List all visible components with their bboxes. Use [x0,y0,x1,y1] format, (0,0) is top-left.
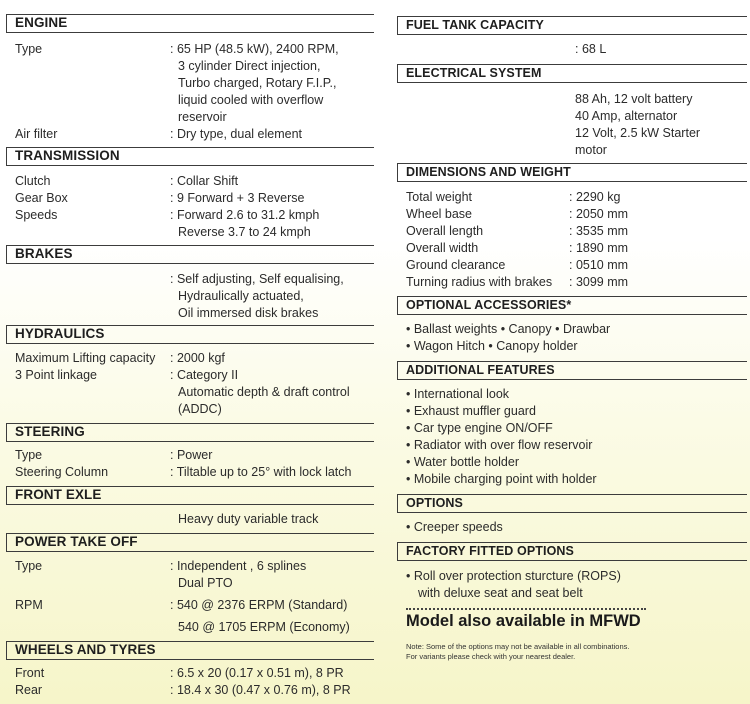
factory-option-line-1: • Roll over protection sturcture (ROPS) [406,569,621,583]
footnote-line-2: For variants please check with your nearest dealer. [406,652,576,661]
optional-accessories-header: OPTIONAL ACCESSORIES* [397,296,747,315]
electrical-line-4: motor [575,143,607,157]
gearbox-value: : 9 Forward + 3 Reverse [170,191,305,205]
brakes-line-1: : Self adjusting, Self equalising, [170,272,344,286]
steering-header: STEERING [6,423,374,442]
gearbox-label: Gear Box [15,191,68,205]
factory-options-header: FACTORY FITTED OPTIONS [397,542,747,561]
footnote-line-1: Note: Some of the options may not be available in all combinations. [406,642,630,651]
feature-item: • Radiator with over flow reservoir [406,438,593,452]
dim-label-overall-width: Overall width [406,241,479,255]
pto-header: POWER TAKE OFF [6,533,374,552]
front-exle-value: Heavy duty variable track [178,512,319,526]
pto-type-value-2: Dual PTO [178,576,233,590]
brakes-line-3: Oil immersed disk brakes [178,306,319,320]
accessories-line-2: • Wagon Hitch • Canopy holder [406,339,578,353]
pto-rpm-economy: 540 @ 1705 ERPM (Economy) [178,620,350,634]
dim-value-turning-radius: : 3099 mm [569,275,629,289]
front-tyre-label: Front [15,666,45,680]
engine-header: ENGINE [6,14,374,33]
linkage-value-3: (ADDC) [178,402,222,416]
feature-item: • Mobile charging point with holder [406,472,597,486]
model-availability-note: Model also available in MFWD [406,608,646,631]
dim-label-total-weight: Total weight [406,190,473,204]
dim-label-ground-clearance: Ground clearance [406,258,506,272]
hydraulics-header: HYDRAULICS [6,325,374,344]
engine-type-line-3: Turbo charged, Rotary F.I.P., [178,76,337,90]
lift-capacity-label: Maximum Lifting capacity [15,351,156,365]
dim-value-total-weight: : 2290 kg [569,190,621,204]
speeds-value-reverse: Reverse 3.7 to 24 kmph [178,225,311,239]
fuel-value: : 68 L [575,42,607,56]
speeds-label: Speeds [15,208,58,222]
feature-item: • Exhaust muffler guard [406,404,536,418]
feature-item: • International look [406,387,510,401]
clutch-value: : Collar Shift [170,174,239,188]
dim-label-overall-length: Overall length [406,224,484,238]
steering-column-value: : Tiltable up to 25° with lock latch [170,465,352,479]
dim-value-ground-clearance: : 0510 mm [569,258,629,272]
pto-type-label: Type [15,559,43,573]
pto-type-value-1: : Independent , 6 splines [170,559,307,573]
electrical-header: ELECTRICAL SYSTEM [397,64,747,83]
electrical-line-3: 12 Volt, 2.5 kW Starter [575,126,701,140]
rear-tyre-label: Rear [15,683,43,697]
pto-rpm-standard: : 540 @ 2376 ERPM (Standard) [170,598,348,612]
engine-type-label: Type [15,42,43,56]
front-tyre-value: : 6.5 x 20 (0.17 x 0.51 m), 8 PR [170,666,344,680]
front-exle-header: FRONT EXLE [6,486,374,505]
feature-item: • Water bottle holder [406,455,519,469]
options-header: OPTIONS [397,494,747,513]
dim-label-wheel-base: Wheel base [406,207,473,221]
engine-type-line-4: liquid cooled with overflow [178,93,324,107]
engine-type-line-5: reservoir [178,110,227,124]
lift-capacity-value: : 2000 kgf [170,351,225,365]
dimensions-header: DIMENSIONS AND WEIGHT [397,163,747,182]
pto-rpm-label: RPM [15,598,43,612]
steering-column-label: Steering Column [15,465,109,479]
factory-option-line-2: with deluxe seat and seat belt [418,586,583,600]
clutch-label: Clutch [15,174,51,188]
linkage-value-2: Automatic depth & draft control [178,385,350,399]
wheels-header: WHEELS AND TYRES [6,641,374,660]
steering-type-label: Type [15,448,43,462]
dim-value-wheel-base: : 2050 mm [569,207,629,221]
fuel-header: FUEL TANK CAPACITY [397,16,747,35]
accessories-line-1: • Ballast weights • Canopy • Drawbar [406,322,611,336]
dim-label-turning-radius: Turning radius with brakes [406,275,553,289]
electrical-line-2: 40 Amp, alternator [575,109,678,123]
additional-features-header: ADDITIONAL FEATURES [397,361,747,380]
engine-type-line-1: : 65 HP (48.5 kW), 2400 RPM, [170,42,339,56]
dim-value-overall-width: : 1890 mm [569,241,629,255]
dim-value-overall-length: : 3535 mm [569,224,629,238]
transmission-header: TRANSMISSION [6,147,374,166]
brakes-line-2: Hydraulically actuated, [178,289,304,303]
option-item: • Creeper speeds [406,520,503,534]
airfilter-value: : Dry type, dual element [170,127,303,141]
airfilter-label: Air filter [15,127,58,141]
rear-tyre-value: : 18.4 x 30 (0.47 x 0.76 m), 8 PR [170,683,351,697]
linkage-value-1: : Category II [170,368,239,382]
speeds-value-forward: : Forward 2.6 to 31.2 kmph [170,208,320,222]
engine-type-line-2: 3 cylinder Direct injection, [178,59,321,73]
electrical-line-1: 88 Ah, 12 volt battery [575,92,693,106]
feature-item: • Car type engine ON/OFF [406,421,553,435]
linkage-label: 3 Point linkage [15,368,98,382]
brakes-header: BRAKES [6,245,374,264]
steering-type-value: : Power [170,448,213,462]
